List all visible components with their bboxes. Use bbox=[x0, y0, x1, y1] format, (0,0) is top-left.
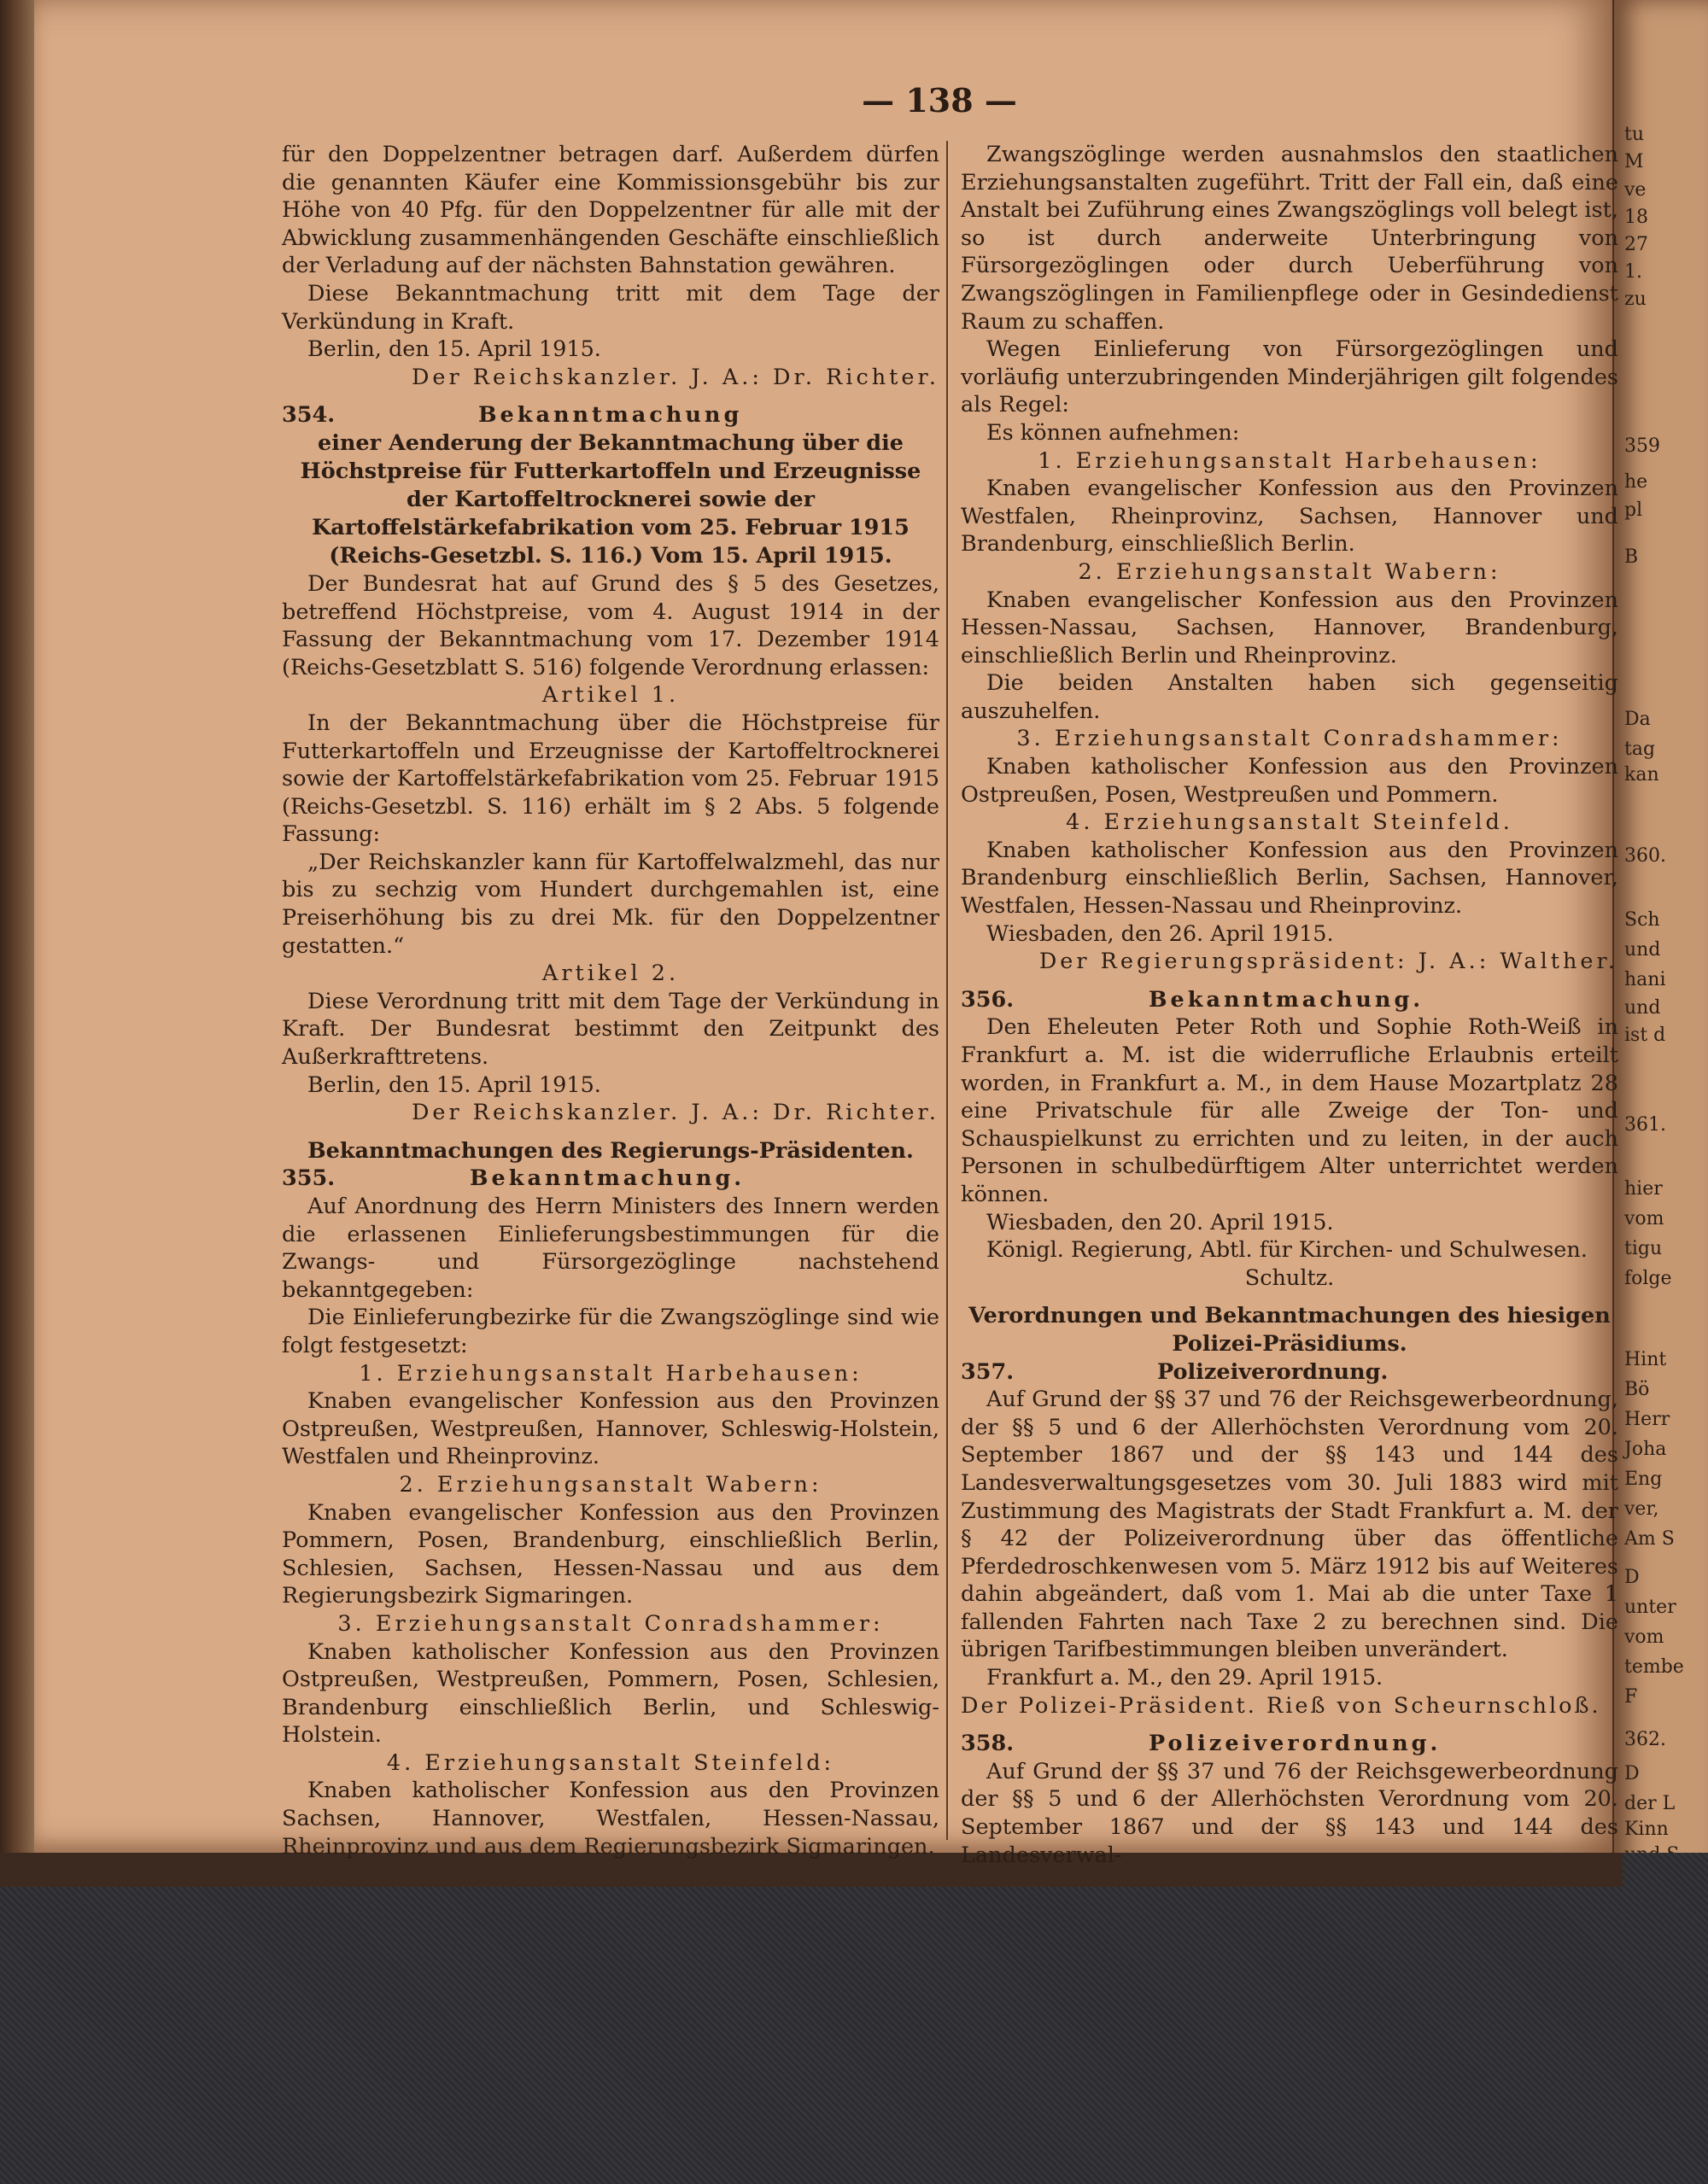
item-number: 356. bbox=[961, 986, 1015, 1013]
next-page-fragment: D bbox=[1624, 1763, 1640, 1784]
next-page-fragment: tag bbox=[1624, 739, 1656, 760]
section-heading: Polizeiverordnung. bbox=[1149, 1731, 1442, 1757]
next-page-edge bbox=[1614, 0, 1708, 1878]
next-page-fragment: ist d bbox=[1624, 1025, 1666, 1046]
next-page-fragment: tigu bbox=[1624, 1238, 1663, 1259]
paragraph: Auf Grund der §§ 37 und 76 der Reichsgewerbeordnung der §§ 5 und 6 der Allerhöchsten Verordnung vom 20. September 1867 und der §§ 143 und 144 des Landesverwal- bbox=[961, 1758, 1618, 1868]
right-column bbox=[961, 141, 1618, 1869]
paragraph: Es können aufnehmen: bbox=[986, 419, 1240, 446]
next-page-fragment: 27 bbox=[1624, 234, 1648, 255]
next-page-fragment: 360. bbox=[1624, 845, 1666, 867]
paragraph: Wegen Einlieferung von Fürsorgezöglingen und vorläufig unterzubringenden Minderjährigen gilt folgendes als Regel: bbox=[961, 336, 1618, 418]
section-heading: Verordnungen und Bekanntmachungen des hiesigen Polizei-Präsidiums. bbox=[968, 1303, 1611, 1357]
next-page-fragment: ve bbox=[1624, 179, 1647, 201]
date-line: Berlin, den 15. April 1915. bbox=[307, 336, 601, 363]
next-page-fragment: vom bbox=[1624, 1626, 1664, 1648]
paragraph: Knaben evangelischer Konfession aus den Provinzen Ostpreußen, Westpreußen, Hannover, Schleswig-Holstein, Westfalen und Rheinprovinz. bbox=[282, 1388, 939, 1470]
paragraph: Die beiden Anstalten haben sich gegenseitig auszuhelfen. bbox=[961, 670, 1618, 724]
next-page-fragment: Da bbox=[1624, 709, 1651, 730]
paragraph: „Der Reichskanzler kann für Kartoffelwalzmehl, das nur bis zu sechzig vom Hundert durchgemahlen ist, eine Preiserhöhung bis zu drei Mk. für den Doppelzentner gestatten.“ bbox=[282, 849, 939, 959]
section-heading: Polizeiverordnung. bbox=[1157, 1358, 1389, 1385]
paragraph: Diese Verordnung tritt mit dem Tage der Verkündung in Kraft. Der Bundesrat bestimmt den Zeitpunkt des Außerkrafttretens. bbox=[282, 988, 939, 1071]
next-page-fragment: kan bbox=[1624, 764, 1659, 785]
date-line: Frankfurt a. M., den 29. April 1915. bbox=[986, 1665, 1383, 1691]
item-number: 354. bbox=[282, 402, 336, 429]
next-page-fragment: ver, bbox=[1624, 1498, 1659, 1520]
section-heading: Bekanntmachung. bbox=[1149, 986, 1424, 1013]
signature: Der Reichskanzler. J. A.: Dr. Richter. bbox=[411, 1100, 939, 1126]
article-heading: Artikel 2. bbox=[541, 961, 680, 987]
next-page-fragment: Kinn bbox=[1624, 1819, 1669, 1840]
institution-heading: 1. Erziehungsanstalt Harbehausen: bbox=[359, 1360, 863, 1387]
paragraph: Auf Grund der §§ 37 und 76 der Reichsgewerbeordnung, der §§ 5 und 6 der Allerhöchsten Verordnung vom 20. September 1867 und der §§ 143 und 144 des Landesverwaltungsgesetzes vom 30. Juli 1883 wird mit Zustimmung des Magistrats der Stadt Frankfurt a. M. der § 42 der Polizeiverordnung über das öffentliche Pferdedroschkenwesen vom 5. März 1912 bis auf Weiteres dahin abgeändert, daß vom 1. Mai ab die unter Taxe 1 fallenden Fahrten nach Taxe 2 zu berechnen sind. Die übrigen Tarifbestimmungen bleiben unverändert. bbox=[961, 1387, 1618, 1663]
next-page-fragment: 361. bbox=[1624, 1114, 1666, 1136]
page-number: — 138 — bbox=[862, 81, 1017, 120]
paragraph: Knaben evangelischer Konfession aus den Provinzen Pommern, Posen, Brandenburg, einschließlich Berlin, Schlesien, Sachsen, Hessen-Nassau und aus dem Regierungsbezirk Sigmaringen. bbox=[282, 1499, 939, 1609]
next-page-fragment: M bbox=[1624, 151, 1644, 172]
section-heading: Bekanntmachung bbox=[478, 402, 743, 429]
next-page-fragment: vom bbox=[1624, 1208, 1664, 1229]
signature: Der Regierungspräsident: J. A.: Walther. bbox=[1038, 949, 1618, 975]
paragraph: Knaben katholischer Konfession aus den Provinzen Ostpreußen, Westpreußen, Pommern, Posen, Schlesien, Brandenburg einschließlich Berlin, und Schleswig-Holstein. bbox=[282, 1638, 939, 1749]
signature: Schultz. bbox=[1244, 1264, 1335, 1291]
next-page-fragment: tembe bbox=[1624, 1656, 1684, 1678]
next-page-fragment: Hint bbox=[1624, 1349, 1667, 1370]
notice-title: einer Aenderung der Bekanntmachung über die Höchstpreise für Futterkartoffeln und Erzeugnisse der Kartoffeltrocknerei sowie der Kartoffelstärkefabrikation vom 25. Februar 1915 (Reichs-Gesetzbl. S. 116.) Vom 15. April 1915. bbox=[300, 429, 921, 569]
next-page-fragment: tu bbox=[1624, 124, 1645, 145]
paragraph: Auf Anordnung des Herrn Ministers des Innern werden die erlassenen Einlieferungsbestimmungen für die Zwangs- und Fürsorgezöglinge nachstehend bekanntgegeben: bbox=[282, 1194, 939, 1303]
institution-heading: 2. Erziehungsanstalt Wabern: bbox=[399, 1471, 822, 1498]
next-page-fragment: F bbox=[1624, 1686, 1638, 1708]
date-line: Berlin, den 15. April 1915. bbox=[307, 1072, 601, 1098]
signature: Der Polizei-Präsident. Rieß von Scheurnschloß. bbox=[961, 1692, 1601, 1719]
institution-heading: 2. Erziehungsanstalt Wabern: bbox=[1078, 558, 1501, 585]
next-page-fragment: D bbox=[1624, 1567, 1640, 1588]
paragraph: Knaben katholischer Konfession aus den Provinzen Sachsen, Hannover, Westfalen, Hessen-Nassau, Rheinprovinz und aus dem Regierungsbezirk Sigmaringen. bbox=[282, 1778, 939, 1860]
left-column bbox=[282, 141, 939, 1860]
item-number: 355. bbox=[282, 1165, 336, 1192]
next-page-fragment: hani bbox=[1624, 969, 1666, 990]
next-page-fragment: 362. bbox=[1624, 1729, 1666, 1750]
paragraph: für den Doppelzentner betragen darf. Außerdem dürfen die genannten Käufer eine Kommissionsgebühr bis zur Höhe von 40 Pfg. für den Doppelzentner für alle mit der Abwicklung zusammenhängenden Geschäfte einschließlich der Verladung auf der nächsten Bahnstation gewähren. bbox=[282, 142, 939, 279]
next-page-fragment: hier bbox=[1624, 1178, 1663, 1200]
paragraph: Knaben evangelischer Konfession aus den Provinzen Westfalen, Rheinprovinz, Sachsen, Hannover und Brandenburg, einschließlich Berlin. bbox=[961, 476, 1618, 558]
paragraph: In der Bekanntmachung über die Höchstpreise für Futterkartoffeln und Erzeugnisse der Kartoffeltrocknerei sowie der Kartoffelstärkefabrikation vom 25. Februar 1915 (Reichs-Gesetzbl. S. 116) erhält im § 2 Abs. 5 folgende Fassung: bbox=[282, 710, 939, 848]
paragraph: Knaben katholischer Konfession aus den Provinzen Brandenburg einschließlich Berlin, Sachsen, Hannover, Westfalen, Hessen-Nassau und Rheinprovinz. bbox=[961, 837, 1618, 920]
next-page-fragment: und bbox=[1624, 997, 1661, 1019]
book-cover bbox=[0, 1853, 1708, 2184]
column-divider bbox=[946, 141, 948, 1840]
next-page-fragment: B bbox=[1624, 546, 1639, 568]
paragraph: Diese Bekanntmachung tritt mit dem Tage der Verkündung in Kraft. bbox=[282, 280, 939, 335]
next-page-fragment: der L bbox=[1624, 1793, 1676, 1814]
next-page-fragment: Am S bbox=[1624, 1528, 1675, 1550]
signature: Der Reichskanzler. J. A.: Dr. Richter. bbox=[411, 364, 939, 390]
institution-heading: 4. Erziehungsanstalt Steinfeld. bbox=[1066, 809, 1513, 836]
next-page-fragment: Joha bbox=[1624, 1439, 1667, 1460]
next-page-fragment: 359 bbox=[1624, 435, 1660, 457]
paragraph: Den Eheleuten Peter Roth und Sophie Roth-Weiß in Frankfurt a. M. ist die widerrufliche Erlaubnis erteilt worden, in Frankfurt a. M., in dem Hause Mozartplatz 28 eine Privatschule für alle Zweige der Ton- und Schauspielkunst zu errichten und zu leiten, in der auch Personen in schulbedürftigem Alter unterrichtet werden können. bbox=[961, 1014, 1618, 1207]
paragraph: Der Bundesrat hat auf Grund des § 5 des Gesetzes, betreffend Höchstpreise, vom 4. August 1914 in der Fassung der Bekanntmachung vom 17. Dezember 1914 (Reichs-Gesetzblatt S. 516) folgende Verordnung erlassen: bbox=[282, 570, 939, 680]
next-page-fragment: Sch bbox=[1624, 909, 1660, 931]
item-number: 358. bbox=[961, 1731, 1015, 1757]
next-page-fragment: unter bbox=[1624, 1597, 1676, 1618]
institution-heading: 1. Erziehungsanstalt Harbehausen: bbox=[1038, 447, 1541, 474]
signature: Königl. Regierung, Abtl. für Kirchen- und Schulwesen. bbox=[986, 1237, 1588, 1264]
next-page-fragment: zu bbox=[1624, 289, 1647, 310]
institution-heading: 3. Erziehungsanstalt Conradshammer: bbox=[337, 1610, 884, 1637]
paragraph: Zwangszöglinge werden ausnahmslos den staatlichen Erziehungsanstalten zugeführt. Tritt der Fall ein, daß eine Anstalt bei Zuführung eines Zwangszöglings voll belegt ist, so ist durch anderweite Unterbringung von Fürsorgezöglingen oder durch Ueberführung von Zwangszöglingen in Familienpflege oder in Gesindedienst Raum zu schaffen. bbox=[961, 142, 1618, 335]
next-page-fragment: Bö bbox=[1624, 1379, 1650, 1400]
date-line: Wiesbaden, den 20. April 1915. bbox=[986, 1209, 1334, 1235]
next-page-fragment: Herr bbox=[1624, 1409, 1670, 1430]
paragraph: Knaben evangelischer Konfession aus den Provinzen Hessen-Nassau, Sachsen, Hannover, Brandenburg, einschließlich Berlin und Rheinprovinz. bbox=[961, 587, 1618, 669]
section-heading: Bekanntmachung. bbox=[470, 1165, 746, 1192]
institution-heading: 4. Erziehungsanstalt Steinfeld: bbox=[386, 1749, 835, 1776]
next-page-fragment: Eng bbox=[1624, 1469, 1663, 1490]
next-page-fragment: 18 bbox=[1624, 207, 1648, 228]
date-line: Wiesbaden, den 26. April 1915. bbox=[986, 920, 1334, 947]
article-heading: Artikel 1. bbox=[541, 682, 680, 709]
item-number: 357. bbox=[961, 1358, 1015, 1385]
next-page-fragment: pl bbox=[1624, 499, 1643, 521]
section-heading: Bekanntmachungen des Regierungs-Präsidenten. bbox=[307, 1137, 914, 1164]
next-page-fragment: 1. bbox=[1624, 261, 1642, 283]
paragraph: Die Einlieferungbezirke für die Zwangszöglinge sind wie folgt festgesetzt: bbox=[282, 1305, 939, 1358]
next-page-fragment: he bbox=[1624, 471, 1648, 493]
next-page-fragment: und bbox=[1624, 939, 1661, 961]
next-page-fragment: folge bbox=[1624, 1268, 1672, 1289]
institution-heading: 3. Erziehungsanstalt Conradshammer: bbox=[1016, 726, 1563, 752]
paragraph: Knaben katholischer Konfession aus den Provinzen Ostpreußen, Posen, Westpreußen und Pommern. bbox=[961, 754, 1618, 808]
